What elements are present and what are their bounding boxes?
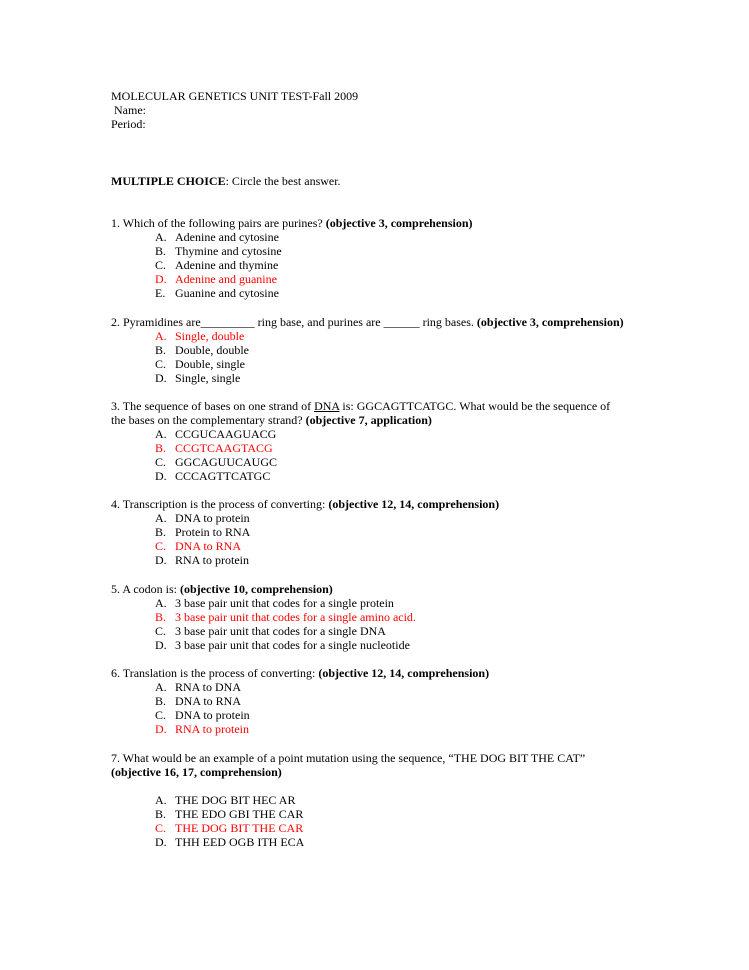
question-text: Transcription is the process of converting: xyxy=(122,497,326,511)
option-5d[interactable] xyxy=(155,638,410,652)
question-text: A codon is: xyxy=(122,582,178,596)
question-number: 7. xyxy=(111,751,120,765)
period-label: Period: xyxy=(111,117,146,131)
question-text: Which of the following pairs are purines? xyxy=(122,216,323,230)
option-letter: D. xyxy=(155,371,167,385)
option-letter: D. xyxy=(155,722,167,736)
question-4 xyxy=(111,497,499,511)
option-letter: A. xyxy=(155,230,167,244)
option-letter: D. xyxy=(155,469,167,483)
option-1d-correct[interactable] xyxy=(155,272,277,286)
option-letter: B. xyxy=(155,694,167,708)
section-heading: MULTIPLE CHOICE xyxy=(111,174,226,188)
option-letter: D. xyxy=(155,272,167,286)
option-5a[interactable] xyxy=(155,596,394,610)
test-title: MOLECULAR GENETICS UNIT TEST-Fall 2009 xyxy=(111,89,359,103)
option-letter: D. xyxy=(155,553,167,567)
option-letter: B. xyxy=(155,610,167,624)
option-2c[interactable] xyxy=(155,357,245,371)
option-text: 3 base pair unit that codes for a single amino acid. xyxy=(175,610,416,624)
option-letter: B. xyxy=(155,807,167,821)
option-text: Single, double xyxy=(175,329,245,343)
question-3-line2 xyxy=(111,413,432,427)
option-4b[interactable] xyxy=(155,525,250,539)
option-text: 3 base pair unit that codes for a single DNA xyxy=(175,624,386,638)
option-text: RNA to protein xyxy=(175,553,249,567)
question-number: 6. xyxy=(111,666,120,680)
option-text: CCGUCAAGUACG xyxy=(175,427,277,441)
option-letter: A. xyxy=(155,427,167,441)
question-text: The sequence of bases on one strand of xyxy=(122,399,315,413)
option-4d[interactable] xyxy=(155,553,249,567)
option-1c[interactable] xyxy=(155,258,278,272)
option-5c[interactable] xyxy=(155,624,386,638)
question-7 xyxy=(111,751,585,765)
question-3 xyxy=(111,399,610,413)
option-text: THE DOG BIT THE CAR xyxy=(175,821,304,835)
option-1a[interactable] xyxy=(155,230,279,244)
option-letter: C. xyxy=(155,821,167,835)
option-letter: B. xyxy=(155,441,167,455)
question-objective: (objective 3, comprehension) xyxy=(325,216,473,230)
question-number: 5. xyxy=(111,582,120,596)
option-letter: B. xyxy=(155,343,167,357)
option-text: Guanine and cytosine xyxy=(175,286,279,300)
question-text: is: GGCAGTTCATGC. What would be the sequence of xyxy=(339,399,611,413)
question-objective: (objective 12, 14, comprehension) xyxy=(328,497,500,511)
option-text: THH EED OGB ITH ECA xyxy=(175,835,305,849)
question-objective: (objective 3, comprehension) xyxy=(476,315,624,329)
question-objective: (objective 16, 17, comprehension) xyxy=(111,765,282,779)
option-letter: A. xyxy=(155,511,167,525)
option-7d[interactable] xyxy=(155,835,304,849)
question-1 xyxy=(111,216,473,230)
option-6c[interactable] xyxy=(155,708,250,722)
option-text: Protein to RNA xyxy=(175,525,251,539)
option-4a[interactable] xyxy=(155,511,250,525)
option-text: Adenine and cytosine xyxy=(175,230,279,244)
instructions-text: : Circle the best answer. xyxy=(225,174,341,188)
option-text: Single, single xyxy=(175,371,241,385)
question-5 xyxy=(111,582,333,596)
question-text: Pyramidines are_________ ring base, and purines are ______ ring bases. xyxy=(123,315,474,329)
question-text-underlined: DNA xyxy=(314,399,340,413)
option-3b-correct[interactable] xyxy=(155,441,273,455)
option-6d-correct[interactable] xyxy=(155,722,249,736)
option-letter: C. xyxy=(155,455,167,469)
option-letter: C. xyxy=(155,357,167,371)
option-text: DNA to protein xyxy=(175,708,250,722)
question-objective: (objective 10, comprehension) xyxy=(180,582,333,596)
option-text: Adenine and thymine xyxy=(175,258,279,272)
option-letter: A. xyxy=(155,680,167,694)
question-number: 3. xyxy=(111,399,120,413)
option-5b-correct[interactable] xyxy=(155,610,416,624)
option-letter: C. xyxy=(155,708,167,722)
question-objective: (objective 12, 14, comprehension) xyxy=(318,666,490,680)
option-text: 3 base pair unit that codes for a single protein xyxy=(175,596,394,610)
option-text: Double, double xyxy=(175,343,249,357)
question-number: 1. xyxy=(111,216,120,230)
question-number: 2. xyxy=(111,315,120,329)
option-text: Thymine and cytosine xyxy=(175,244,282,258)
option-2b[interactable] xyxy=(155,343,249,357)
option-6a[interactable] xyxy=(155,680,241,694)
option-text: DNA to protein xyxy=(175,511,250,525)
option-letter: B. xyxy=(155,525,167,539)
option-text: GGCAGUUCAUGC xyxy=(175,455,278,469)
option-2d[interactable] xyxy=(155,371,240,385)
option-letter: A. xyxy=(155,793,167,807)
option-letter: C. xyxy=(155,258,167,272)
option-letter: A. xyxy=(155,329,167,343)
question-text: What would be an example of a point mutation using the sequence, “THE DOG BIT THE CAT” xyxy=(122,751,586,765)
option-text: 3 base pair unit that codes for a single nucleotide xyxy=(175,638,410,652)
name-label: Name: xyxy=(114,103,146,117)
question-objective: (objective 7, application) xyxy=(305,413,432,427)
option-letter: C. xyxy=(155,539,167,553)
question-7-objective xyxy=(111,765,282,779)
option-text: Double, single xyxy=(175,357,245,371)
question-2 xyxy=(111,315,624,329)
option-3c[interactable] xyxy=(155,455,277,469)
option-letter: C. xyxy=(155,624,167,638)
option-3a[interactable] xyxy=(155,427,276,441)
option-text: DNA to RNA xyxy=(175,694,242,708)
question-number: 4. xyxy=(111,497,120,511)
option-7c-correct[interactable] xyxy=(155,821,303,835)
option-letter: A. xyxy=(155,596,167,610)
question-text: Translation is the process of converting: xyxy=(122,666,316,680)
option-4c-correct[interactable] xyxy=(155,539,241,553)
option-2a-correct[interactable] xyxy=(155,329,244,343)
option-letter: D. xyxy=(155,835,167,849)
option-7a[interactable] xyxy=(155,793,295,807)
option-7b[interactable] xyxy=(155,807,303,821)
question-6 xyxy=(111,666,489,680)
option-text: DNA to RNA xyxy=(175,539,242,553)
option-1e[interactable] xyxy=(155,286,279,300)
question-text: the bases on the complementary strand? xyxy=(111,413,303,427)
option-6b[interactable] xyxy=(155,694,241,708)
option-text: Adenine and guanine xyxy=(175,272,277,286)
instructions xyxy=(111,174,341,188)
option-text: RNA to protein xyxy=(175,722,249,736)
option-1b[interactable] xyxy=(155,244,282,258)
option-letter: D. xyxy=(155,638,167,652)
option-text: THE DOG BIT HEC AR xyxy=(175,793,296,807)
option-text: CCGTCAAGTACG xyxy=(175,441,273,455)
option-letter: B. xyxy=(155,244,167,258)
option-text: CCCAGTTCATGC xyxy=(175,469,271,483)
option-3d[interactable] xyxy=(155,469,270,483)
option-text: RNA to DNA xyxy=(175,680,242,694)
option-letter: E. xyxy=(155,286,166,300)
option-text: THE EDO GBI THE CAR xyxy=(175,807,304,821)
